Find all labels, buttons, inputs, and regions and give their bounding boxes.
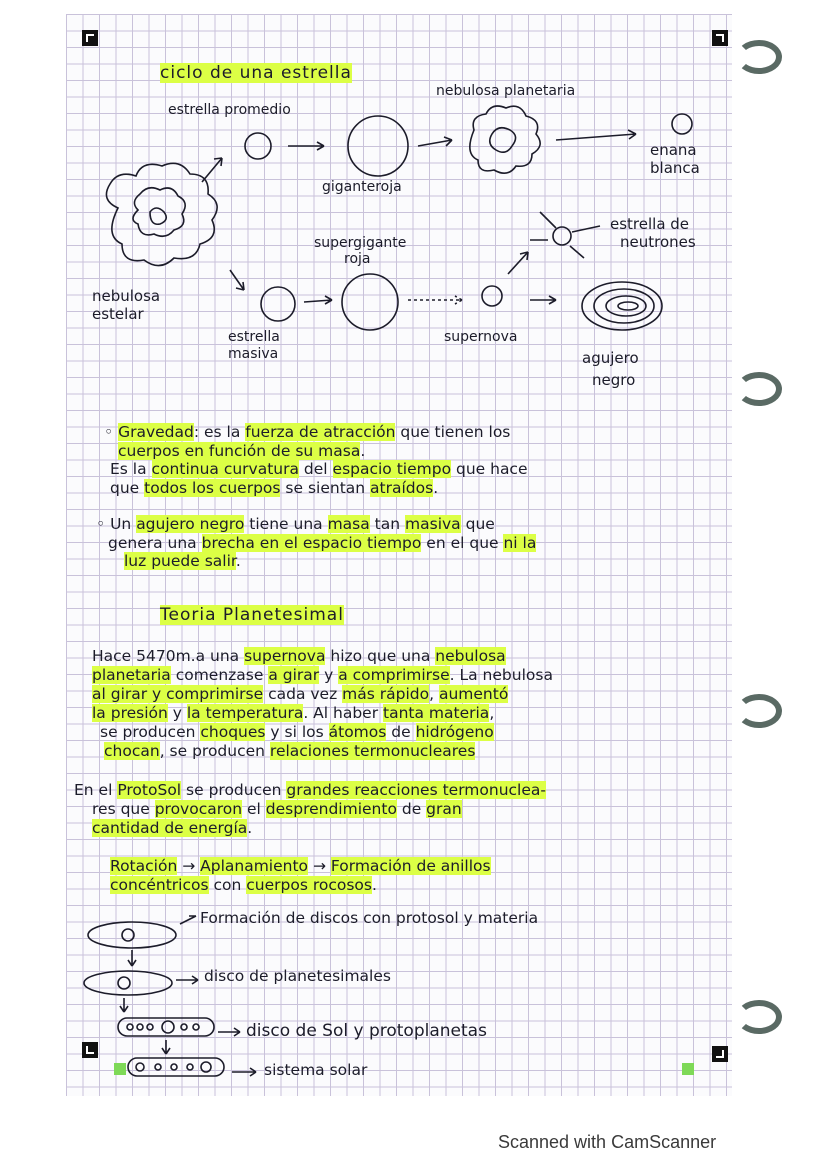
step-planetesimal-disc: disco de planetesimales	[204, 967, 391, 985]
step-disc-formation: Formación de discos con protosol y materia	[200, 909, 539, 927]
disc-drawing-1	[88, 922, 176, 948]
label-neutron-star-2: neutrones	[620, 233, 696, 251]
theory-p2-line-2: res que provocaron el desprendimiento de gran	[92, 800, 462, 818]
label-massive-star-2: masiva	[228, 346, 279, 362]
disc-drawing-3	[118, 1018, 214, 1036]
step-sun-protoplanets: disco de Sol y protoplanetas	[246, 1021, 487, 1041]
theory-p3-line-1: Rotación → Aplanamiento → Formación de anillos	[110, 857, 491, 875]
stellar-nebula-drawing	[106, 163, 217, 265]
label-black-hole-1: agujero	[582, 349, 639, 367]
scanner-watermark: Scanned with CamScanner	[498, 1132, 717, 1152]
gravity-line-3: Es la continua curvatura del espacio tiempo que hace	[110, 460, 528, 478]
theory-p1-line-2: planetaria comenzase a girar y a comprimirse. La nebulosa	[92, 666, 553, 684]
theory-p1-line-6: chocan, se producen relaciones termonucleares	[104, 742, 476, 760]
gravity-line-2: cuerpos en función de su masa.	[118, 442, 366, 460]
label-red-supergiant-1: supergigante	[314, 235, 407, 251]
theory-p3-line-2: concéntricos con cuerpos rocosos.	[110, 876, 377, 894]
planetary-nebula-drawing	[470, 106, 540, 173]
label-supernova: supernova	[444, 329, 518, 345]
red-supergiant-drawing	[342, 274, 398, 330]
theory-p2-line-1: En el ProtoSol se producen grandes reacciones termonuclea-	[74, 781, 546, 799]
gravity-line-1: ◦ Gravedad: es la fuerza de atracción que tienen los	[104, 423, 511, 441]
label-stellar-nebula-2: estelar	[92, 305, 144, 323]
label-white-dwarf-1: enana	[650, 141, 697, 159]
theory-p2-line-3: cantidad de energía.	[92, 819, 253, 837]
theory-p1-line-3: al girar y comprimirse cada vez más rápido, aumentó	[92, 685, 509, 703]
label-massive-star-1: estrella	[228, 329, 280, 345]
disc-drawing-2	[84, 971, 172, 995]
black-hole-line-3: luz puede salir.	[124, 552, 241, 570]
label-black-hole-2: negro	[592, 371, 636, 389]
neutron-star-drawing	[530, 212, 600, 258]
label-planetary-nebula: nebulosa planetaria	[436, 83, 576, 99]
white-dwarf-drawing	[672, 114, 692, 134]
red-giant-drawing	[348, 116, 408, 176]
label-red-supergiant-2: roja	[344, 251, 371, 267]
label-red-giant: giganteroja	[322, 179, 402, 195]
theory-p1-line-1: Hace 5470m.a una supernova hizo que una nebulosa	[92, 647, 506, 665]
black-hole-drawing	[582, 282, 662, 330]
gravity-line-4: que todos los cuerpos se sientan atraídos.	[110, 479, 439, 497]
label-average-star: estrella promedio	[168, 102, 291, 118]
cycle-title: ciclo de una estrella	[160, 63, 352, 83]
label-neutron-star-1: estrella de	[610, 215, 690, 233]
label-white-dwarf-2: blanca	[650, 159, 700, 177]
theory-p1-line-5: se producen choques y si los átomos de hidrógeno	[100, 723, 494, 741]
black-hole-line-2: genera una brecha en el espacio tiempo en el que ni la	[108, 534, 537, 552]
average-star-drawing	[245, 133, 271, 159]
label-stellar-nebula-1: nebulosa	[92, 287, 161, 305]
massive-star-drawing	[261, 287, 295, 321]
theory-p1-line-4: la presión y la temperatura. Al haber tanta materia,	[92, 704, 495, 722]
supernova-drawing	[482, 286, 502, 306]
black-hole-line-1: ◦ Un agujero negro tiene una masa tan masiva que	[96, 515, 495, 533]
disc-drawing-4	[128, 1058, 224, 1076]
step-solar-system: sistema solar	[264, 1061, 368, 1079]
theory-title: Teoria Planetesimal	[160, 605, 344, 625]
